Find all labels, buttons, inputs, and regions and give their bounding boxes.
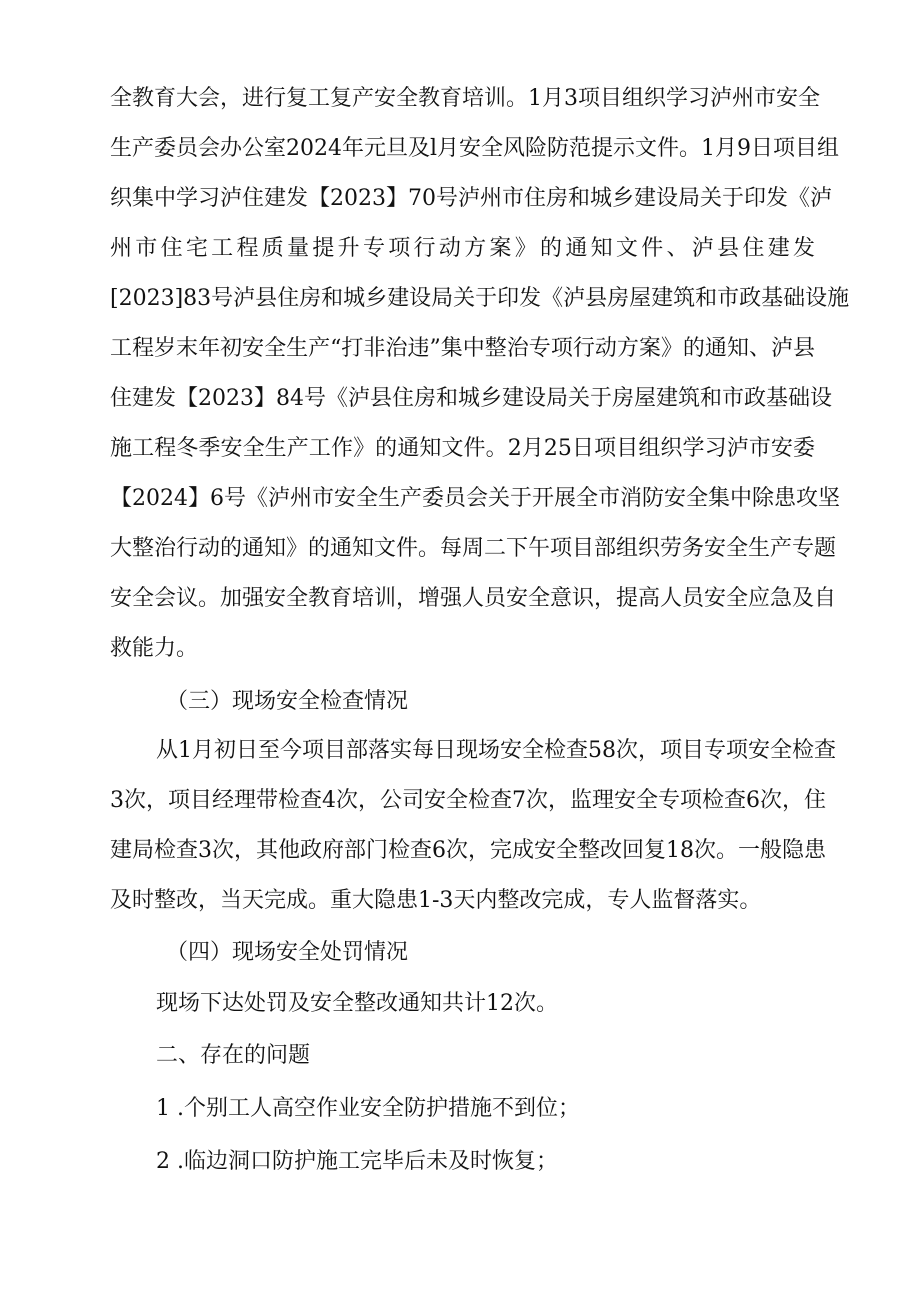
- paragraph-2-line-4: 及时整改，当天完成。重大隐患1-3天内整改完成，专人监督落实。: [110, 888, 762, 913]
- paragraph-1-line-10: 大整治行动的通知》的通知文件。每周二下午项目部组织劳务安全生产专题: [110, 536, 837, 561]
- paragraph-1-line-1: 全教育大会，进行复工复产安全教育培训。1月3项目组织学习泸州市安全: [110, 86, 820, 111]
- problem-item-2: 2 .临边洞口防护施工完毕后未及时恢复；: [156, 1149, 558, 1174]
- paragraph-1-line-3: 织集中学习泸住建发【2023】70号泸州市住房和城乡建设局关于印发《泸: [110, 186, 832, 211]
- paragraph-1-line-2: 生产委员会办公室2024年元旦及l月安全风险防范提示文件。1月9日项目组: [110, 136, 840, 161]
- paragraph-3: 现场下达处罚及安全整改通知共计12次。: [156, 991, 558, 1016]
- paragraph-1-line-11: 安全会议。加强安全教育培训，增强人员安全意识，提高人员安全应急及自: [110, 586, 837, 611]
- paragraph-1-line-4: 州市住宅工程质量提升专项行动方案》的通知文件、泸县住建发: [110, 236, 815, 261]
- paragraph-2-line-1: 从1月初日至今项目部落实每日现场安全检查58次，项目专项安全检查: [156, 738, 836, 763]
- paragraph-2-line-2: 3次，项目经理带检查4次，公司安全检查7次，监理安全专项检查6次，住: [110, 788, 826, 813]
- section-4-heading: （四）现场安全处罚情况: [166, 940, 409, 965]
- paragraph-1-line-5: [2023]83号泸县住房和城乡建设局关于印发《泸县房屋建筑和市政基础设施: [110, 286, 850, 311]
- paragraph-1-line-7: 住建发【2023】84号《泸县住房和城乡建设局关于房屋建筑和市政基础设: [110, 386, 832, 411]
- paragraph-1-line-6: 工程岁末年初安全生产“打非治违”集中整治专项行动方案》的通知、泸县: [110, 336, 815, 361]
- paragraph-1-line-12: 救能力。: [110, 636, 199, 661]
- problem-item-1: 1 .个别工人高空作业安全防护措施不到位；: [156, 1096, 580, 1121]
- section-3-heading: （三）现场安全检查情况: [166, 689, 409, 714]
- paragraph-2-line-3: 建局检查3次，其他政府部门检查6次，完成安全整改回复18次。一般隐患: [110, 838, 826, 863]
- paragraph-1-line-8: 施工程冬季安全生产工作》的通知文件。2月25日项目组织学习泸市安委: [110, 436, 815, 461]
- problems-heading: 二、存在的问题: [156, 1043, 311, 1068]
- paragraph-1-line-9: 【2024】6号《泸州市安全生产委员会关于开展全市消防安全集中除患攻坚: [110, 486, 840, 511]
